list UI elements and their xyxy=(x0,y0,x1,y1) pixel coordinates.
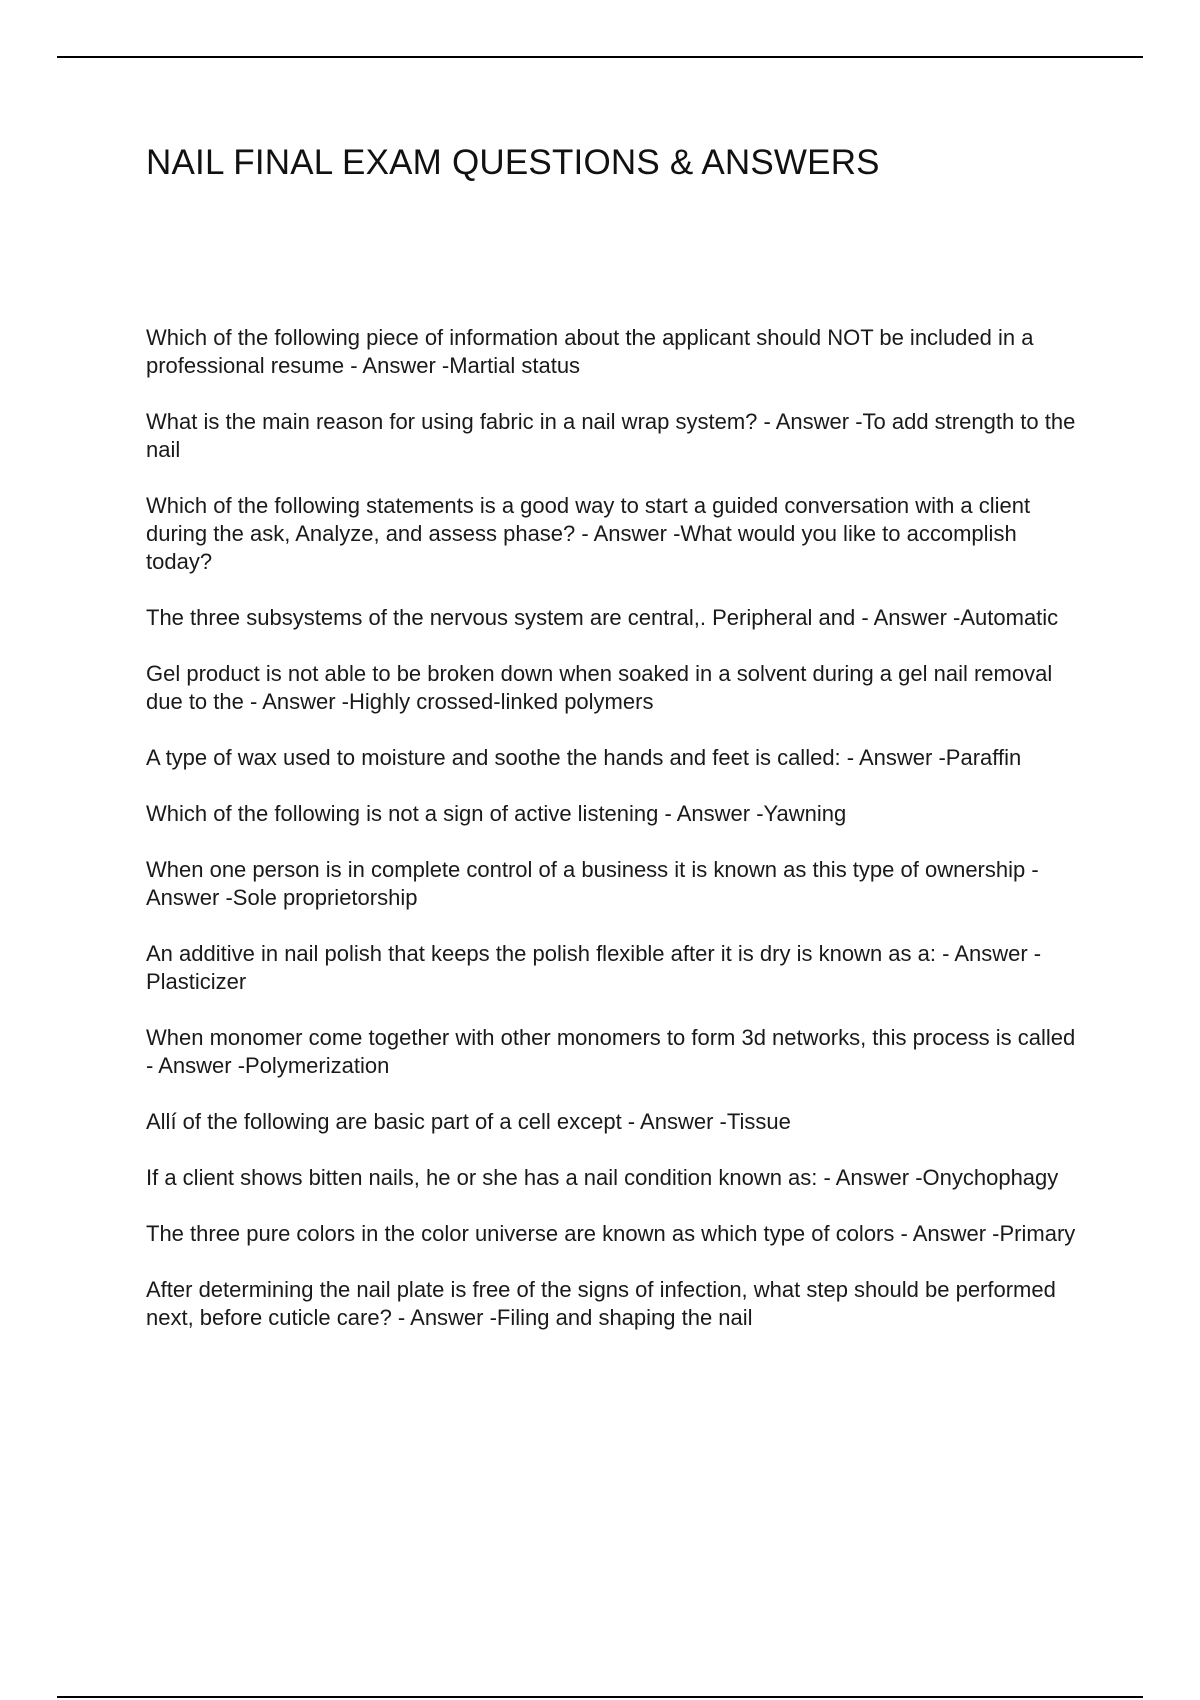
page-title: NAIL FINAL EXAM QUESTIONS & ANSWERS xyxy=(146,143,880,182)
qa-item: What is the main reason for using fabric in a nail wrap system? - Answer -To add strength to the nail xyxy=(146,409,1076,462)
qa-item: If a client shows bitten nails, he or she has a nail condition known as: - Answer -Onychophagy xyxy=(146,1165,1059,1190)
bottom-rule xyxy=(57,1696,1143,1698)
top-rule xyxy=(57,56,1143,58)
qa-list xyxy=(146,324,1086,1360)
qa-item: When one person is in complete control of a business it is known as this type of ownership - Answer -Sole proprietorship xyxy=(146,857,1039,910)
qa-item: Allí of the following are basic part of a cell except - Answer -Tissue xyxy=(146,1109,791,1134)
qa-item: Gel product is not able to be broken down when soaked in a solvent during a gel nail removal due to the - Answer -Highly crossed-linked polymers xyxy=(146,661,1053,714)
qa-item: Which of the following statements is a good way to start a guided conversation with a client during the ask, Analyze, and assess phase? - Answer -What would you like to accomplish today? xyxy=(146,493,1031,574)
qa-item: Which of the following piece of information about the applicant should NOT be included in a professional resume - Answer -Martial status xyxy=(146,325,1034,378)
qa-item: When monomer come together with other monomers to form 3d networks, this process is called - Answer -Polymerization xyxy=(146,1025,1076,1078)
qa-item: The three subsystems of the nervous system are central,. Peripheral and - Answer -Automatic xyxy=(146,605,1059,630)
qa-item: The three pure colors in the color universe are known as which type of colors - Answer -Primary xyxy=(146,1221,1076,1246)
qa-item: After determining the nail plate is free of the signs of infection, what step should be performed next, before cuticle care? - Answer -Filing and shaping the nail xyxy=(146,1277,1056,1330)
qa-item: Which of the following is not a sign of active listening - Answer -Yawning xyxy=(146,801,847,826)
qa-item: An additive in nail polish that keeps the polish flexible after it is dry is known as a: - Answer -Plasticizer xyxy=(146,941,1042,994)
qa-item: A type of wax used to moisture and soothe the hands and feet is called: - Answer -Paraffin xyxy=(146,745,1022,770)
